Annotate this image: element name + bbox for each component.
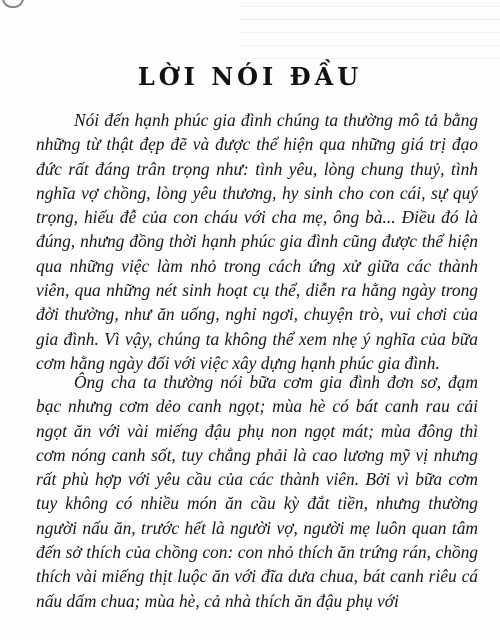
paragraph-2: Ông cha ta thường nói bữa cơm gia đình đơn sơ, đạm bạc nhưng cơm dẻo canh ngọt; mùa hè có bát canh rau cải ngọt ăn với vài miếng đậu phụ non ngọt mát; mùa đông thì cơm nóng canh sốt, tuy chẳng phải là cao lương mỹ vị nhưng rất phù hợp với yêu cầu của các thành viên. Bởi vì bữa cơm tuy không có nhiều món ăn cầu kỳ đắt tiền, nhưng thường người nấu ăn, trước hết là người vợ, người mẹ luôn quan tâm đến sở thích của chồng con: con nhỏ thích ăn trứng rán, chồng thích vài miếng thịt luộc ăn với đĩa dưa chua, bát canh riêu cá nấu dấm chua; mùa hè, cả nhà thích ăn đậu phụ với [36, 372, 478, 611]
bleed-through-text [240, 0, 500, 70]
page-title: LỜI NÓI ĐẦU [137, 62, 363, 91]
page-corner-ornament [2, 0, 24, 8]
paragraph-1: Nói đến hạnh phúc gia đình chúng ta thường mô tả bằng những từ thật đẹp đẽ và được thể hiện qua những giá trị đạo đức rất đáng trân trọng như: tình yêu, lòng chung thuỷ, tình nghĩa vợ chồng, lòng yêu thương, hy sinh cho con cái, sự quý trọng, hiếu đễ của con cháu với cha mẹ, ông bà... Điều đó là đúng, nhưng đồng thời hạnh phúc gia đình cũng được thể hiện qua những việc làm nhỏ trong cách ứng xử giữa các thành viên, qua những nét sinh hoạt cụ thể, diễn ra hằng ngày trong đời thường, như ăn uống, nghỉ ngơi, chuyện trò, vui chơi của gia đình. Vì vậy, chúng ta không thể xem nhẹ ý nghĩa của bữa cơm hằng ngày đối với việc xây dựng hạnh phúc gia đình. [36, 110, 478, 373]
